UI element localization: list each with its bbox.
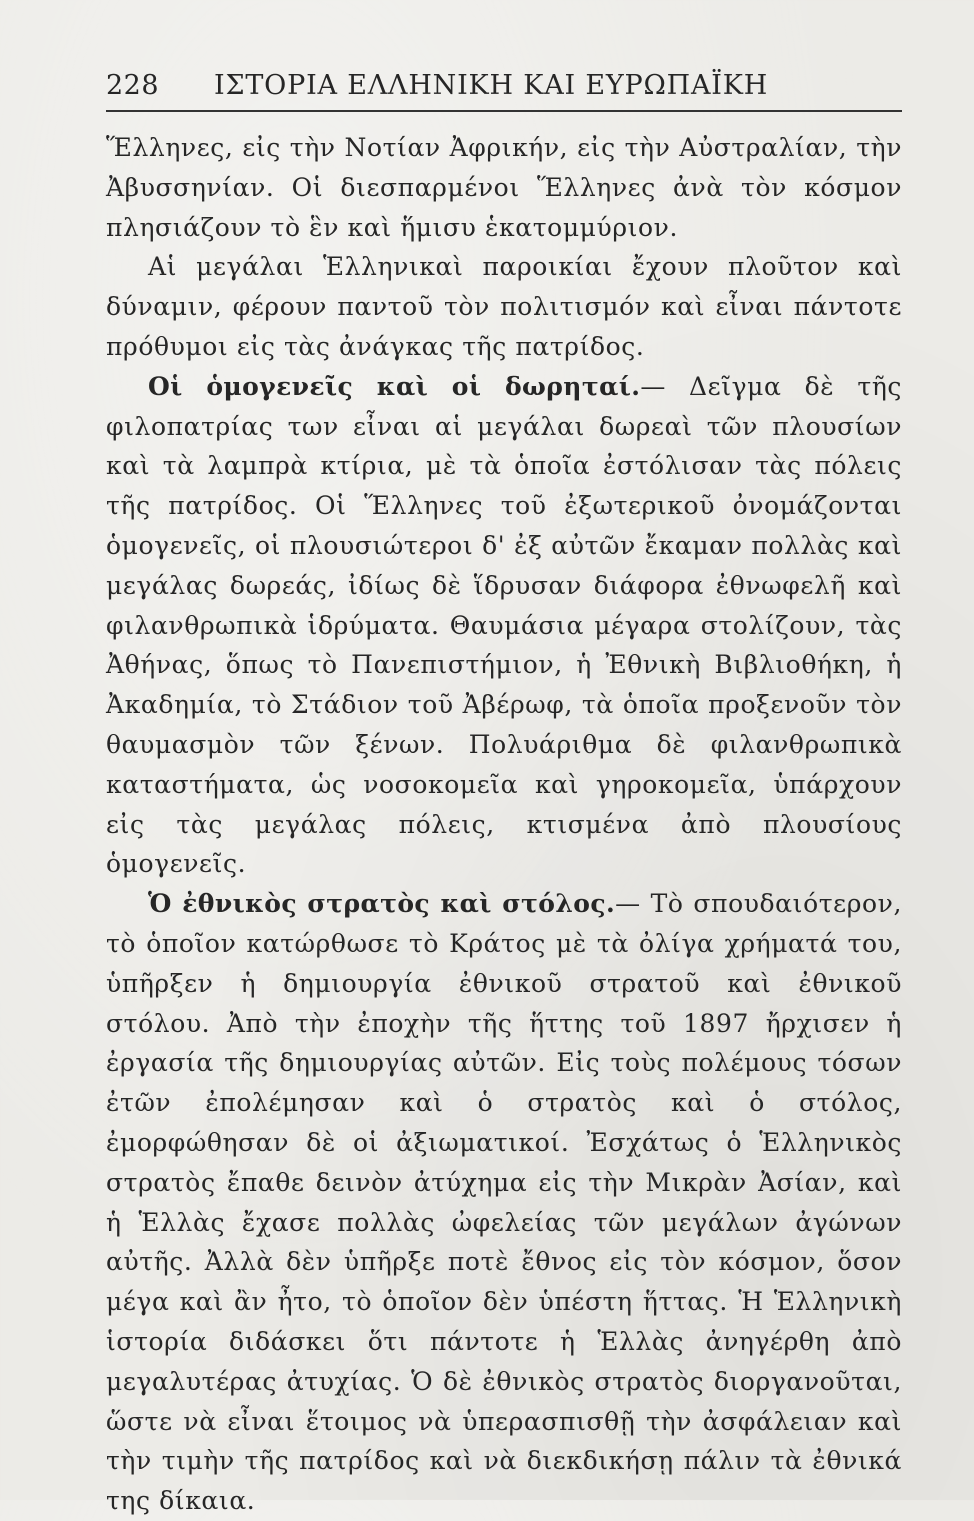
running-head-title: ΙΣΤΟΡΙΑ ΕΛΛΗΝΙΚΗ ΚΑΙ ΕΥΡΩΠΑΪΚΗ: [214, 70, 769, 101]
section-heading: Οἱ ὁμογενεῖς καὶ οἱ δωρηταί.: [148, 371, 641, 401]
paragraph-colonies: [106, 247, 902, 366]
paragraph-army-navy: [106, 884, 902, 1521]
paragraph-continued: [106, 128, 902, 247]
paragraph-donors: [106, 367, 902, 884]
section-heading: Ὁ ἐθνικὸς στρατὸς καὶ στόλος.: [148, 889, 616, 919]
header-rule: [106, 110, 902, 112]
page-number: 228: [106, 70, 160, 101]
paragraph-text: Αἱ μεγάλαι Ἑλληνικαὶ παροικίαι ἔχουν πλοῦτον καὶ δύναμιν, φέρουν παντοῦ τὸν πολιτισμόν καὶ εἶναι πάντοτε πρόθυμοι εἰς τὰς ἀνάγκας τῆς πατρίδος.: [106, 252, 902, 361]
body-text: [106, 128, 902, 1521]
paragraph-text: — Δεῖγμα δὲ τῆς φιλοπατρίας των εἶναι αἱ μεγάλαι δωρεαὶ τῶν πλουσίων καὶ τὰ λαμπρὰ κτίρια, μὲ τὰ ὁποῖα ἐστόλισαν τὰς πόλεις τῆς πατρίδος. Οἱ Ἕλληνες τοῦ ἐξωτερικοῦ ὀνομάζονται ὁμογενεῖς, οἱ πλουσιώτεροι δ' ἐξ αὐτῶν ἔκαμαν πολλὰς καὶ μεγάλας δωρεάς, ἰδίως δὲ ἵδρυσαν διάφορα ἐθνωφελῆ καὶ φιλανθρωπικὰ ἱδρύματα. Θαυμάσια μέγαρα στολίζουν, τὰς Ἀθήνας, ὅπως τὸ Πανεπιστήμιον, ἡ Ἐθνικὴ Βιβλιοθήκη, ἡ Ἀκαδημία, τὸ Στάδιον τοῦ Ἀβέρωφ, τὰ ὁποῖα προξενοῦν τὸν θαυμασμὸν τῶν ξένων. Πολυάριθμα δὲ φιλανθρωπικὰ καταστήματα, ὡς νοσοκομεῖα καὶ γηροκομεῖα, ὑπάρχουν εἰς τὰς μεγάλας πόλεις, κτισμένα ἀπὸ πλουσίους ὁμογενεῖς.: [106, 371, 902, 879]
running-head: [106, 70, 902, 108]
paragraph-text: Ἕλληνες, εἰς τὴν Νοτίαν Ἀφρικήν, εἰς τὴν Αὐστραλίαν, τὴν Ἀβυσσηνίαν. Οἱ διεσπαρμένοι Ἕλληνες ἀνὰ τὸν κόσμον πλησιάζουν τὸ ἓν καὶ ἥμισυ ἑκατομμύριον.: [106, 133, 902, 242]
paragraph-text: — Τὸ σπουδαιότερον, τὸ ὁποῖον κατώρθωσε τὸ Κράτος μὲ τὰ ὀλίγα χρήματά του, ὑπῆρξεν ἡ δημιουργία ἐθνικοῦ στρατοῦ καὶ ἐθνικοῦ στόλου. Ἀπὸ τὴν ἐποχὴν τῆς ἥττης τοῦ 1897 ἤρχισεν ἡ ἐργασία τῆς δημιουργίας αὐτῶν. Εἰς τοὺς πολέμους τόσων ἐτῶν ἐπολέμησαν καὶ ὁ στρατὸς καὶ ὁ στόλος, ἐμορφώθησαν δὲ οἱ ἀξιωματικοί. Ἐσχάτως ὁ Ἑλληνικὸς στρατὸς ἔπαθε δεινὸν ἀτύχημα εἰς τὴν Μικρὰν Ἀσίαν, καὶ ἡ Ἑλλὰς ἔχασε πολλὰς ὠφελείας τῶν μεγάλων ἀγώνων αὐτῆς. Ἀλλὰ δὲν ὑπῆρξε ποτὲ ἔθνος εἰς τὸν κόσμον, ὅσον μέγα καὶ ἂν ἦτο, τὸ ὁποῖον δὲν ὑπέστη ἥττας. Ἡ Ἑλληνικὴ ἱστορία διδάσκει ὅτι πάντοτε ἡ Ἑλλὰς ἀνηγέρθη ἀπὸ μεγαλυτέρας ἀτυχίας. Ὁ δὲ ἐθνικὸς στρατὸς διοργανοῦται, ὥστε νὰ εἶναι ἕτοιμος νὰ ὑπερασπισθῇ τὴν ἀσφάλειαν καὶ τὴν τιμὴν τῆς πατρίδος καὶ νὰ διεκδικήσῃ πάλιν τὰ ἐθνικά της δίκαια.: [106, 889, 902, 1516]
